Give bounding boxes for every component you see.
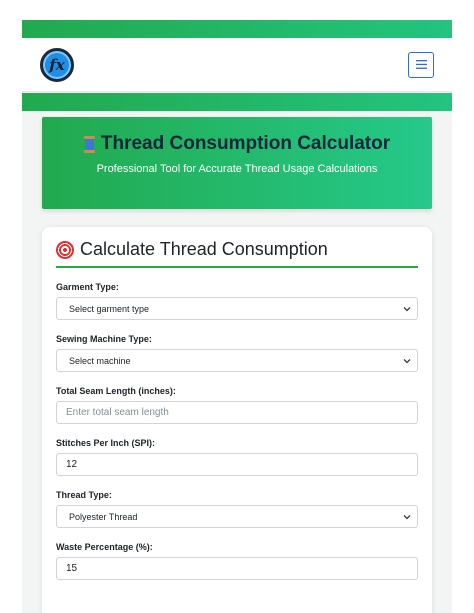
green-band (22, 93, 452, 111)
waste-label: Waste Percentage (%): (56, 542, 153, 552)
hero-title: Thread Consumption Calculator (100, 133, 391, 154)
spi-field (56, 438, 418, 476)
seam-length-label: Total Seam Length (inches): (56, 386, 176, 396)
hero-banner (42, 117, 432, 209)
garment-type-value: Select garment type (69, 303, 150, 314)
page-frame (22, 20, 452, 613)
garment-type-field (56, 282, 418, 320)
chevron-down-icon (403, 357, 411, 365)
calculator-card (42, 227, 432, 613)
card-title-row (56, 239, 418, 268)
machine-type-field (56, 334, 418, 372)
thread-type-label: Thread Type: (56, 490, 112, 500)
card-title: Calculate Thread Consumption (80, 239, 328, 259)
seam-length-placeholder: Enter total seam length (66, 407, 169, 418)
waste-input[interactable] (56, 557, 418, 580)
chevron-down-icon (403, 513, 411, 521)
spi-input[interactable] (56, 453, 418, 476)
hero-title-row (42, 133, 432, 155)
garment-type-select[interactable] (56, 297, 418, 320)
thread-type-value: Polyester Thread (69, 511, 138, 522)
thread-spool-icon (84, 136, 95, 153)
chevron-down-icon (403, 305, 411, 313)
seam-length-input[interactable] (56, 401, 418, 424)
navbar (22, 38, 452, 92)
garment-type-label: Garment Type: (56, 282, 119, 292)
machine-type-value: Select machine (69, 355, 131, 366)
machine-type-select[interactable] (56, 349, 418, 372)
fx-logo-icon[interactable]: fx (40, 48, 74, 82)
spi-value: 12 (66, 459, 78, 470)
waste-value: 15 (66, 563, 78, 574)
seam-length-field (56, 386, 418, 424)
top-accent-bar (22, 20, 452, 38)
thread-type-select[interactable] (56, 505, 418, 528)
thread-type-field (56, 490, 418, 528)
spi-label: Stitches Per Inch (SPI): (56, 438, 156, 448)
hero-subtitle: Professional Tool for Accurate Thread Usage Calculations (96, 163, 378, 175)
target-icon (56, 241, 74, 259)
waste-field (56, 542, 418, 580)
machine-type-label: Sewing Machine Type: (56, 334, 152, 344)
hamburger-icon (416, 60, 427, 69)
menu-toggle-button[interactable] (408, 52, 434, 78)
